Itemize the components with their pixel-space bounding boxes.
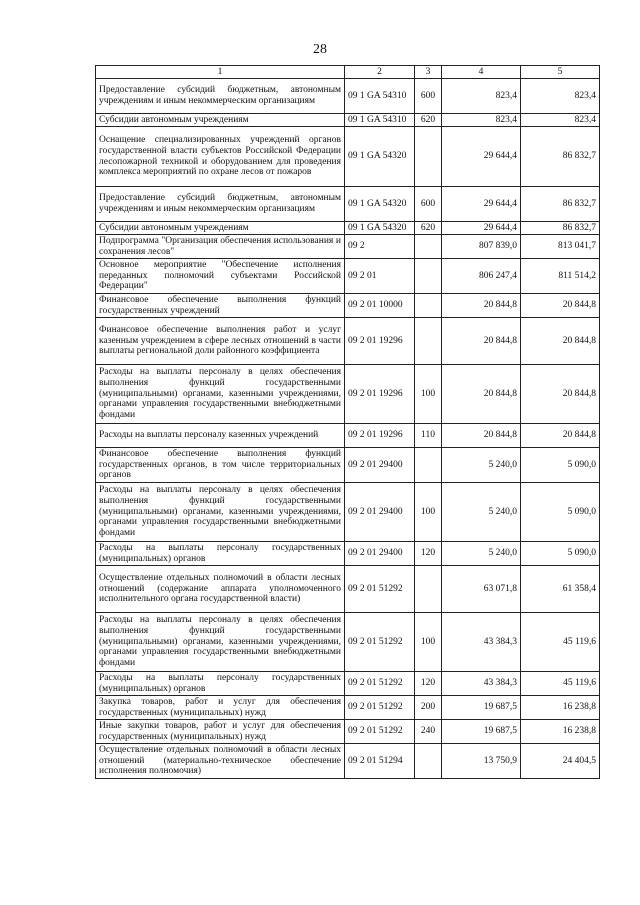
table-row (96, 672, 600, 696)
row-value-col4-cell: 29 644,4 (442, 222, 521, 235)
table-row (96, 448, 600, 483)
row-value-col5-cell: 823,4 (521, 114, 600, 127)
row-name-cell: Предоставление субсидий бюджетным, автономным учреждениям и иным некоммерческим организациям (96, 187, 345, 222)
table-body (96, 79, 600, 779)
row-type-cell (415, 318, 442, 365)
row-code-cell: 09 2 01 51292 (345, 613, 415, 672)
row-value-col4-cell: 20 844,8 (442, 294, 521, 318)
table-row (96, 79, 600, 114)
row-code-cell: 09 2 01 29400 (345, 542, 415, 566)
row-value-col4-cell: 5 240,0 (442, 483, 521, 542)
row-code-cell: 09 2 01 19296 (345, 318, 415, 365)
row-type-cell (415, 744, 442, 779)
row-value-col5-cell: 86 832,7 (521, 222, 600, 235)
row-name-cell: Расходы на выплаты персоналу в целях обеспечения выполнения функций государственными (муниципальными) органами, казенными учреждениями, органами управления государственными внебюджетными фондами (96, 483, 345, 542)
row-name-cell: Расходы на выплаты персоналу казенных учреждений (96, 424, 345, 448)
page-number: 28 (313, 42, 327, 57)
row-name-cell: Расходы на выплаты персоналу в целях обеспечения выполнения функций государственными (муниципальными) органами, казенными учреждениями, органами управления государственными внебюджетными фондами (96, 365, 345, 424)
row-type-cell (415, 294, 442, 318)
row-code-cell: 09 1 GA 54320 (345, 187, 415, 222)
row-name-cell: Основное мероприятие "Обеспечение исполнения переданных полномочий субъектами Российской Федерации" (96, 259, 345, 294)
row-type-cell: 100 (415, 613, 442, 672)
row-type-cell: 620 (415, 222, 442, 235)
row-type-cell: 110 (415, 424, 442, 448)
row-code-cell: 09 2 01 (345, 259, 415, 294)
row-value-col5-cell: 24 404,5 (521, 744, 600, 779)
row-code-cell: 09 2 01 19296 (345, 424, 415, 448)
row-code-cell: 09 1 GA 54310 (345, 114, 415, 127)
table-row (96, 187, 600, 222)
row-value-col4-cell: 807 839,0 (442, 235, 521, 259)
row-value-col5-cell: 20 844,8 (521, 294, 600, 318)
row-type-cell (415, 566, 442, 613)
row-value-col4-cell: 806 247,4 (442, 259, 521, 294)
row-value-col4-cell: 20 844,8 (442, 318, 521, 365)
row-type-cell (415, 127, 442, 187)
row-value-col5-cell: 20 844,8 (521, 318, 600, 365)
row-type-cell: 600 (415, 79, 442, 114)
row-code-cell: 09 2 01 51292 (345, 720, 415, 744)
row-name-cell: Субсидии автономным учреждениям (96, 114, 345, 127)
row-code-cell: 09 2 01 51292 (345, 566, 415, 613)
row-code-cell: 09 1 GA 54310 (345, 79, 415, 114)
row-code-cell: 09 2 01 51292 (345, 672, 415, 696)
row-type-cell: 620 (415, 114, 442, 127)
row-value-col4-cell: 63 071,8 (442, 566, 521, 613)
row-type-cell (415, 448, 442, 483)
table-row (96, 127, 600, 187)
row-code-cell: 09 2 01 51294 (345, 744, 415, 779)
row-value-col5-cell: 20 844,8 (521, 424, 600, 448)
row-value-col5-cell: 5 090,0 (521, 542, 600, 566)
row-type-cell: 120 (415, 542, 442, 566)
header-row (96, 66, 600, 79)
row-type-cell: 600 (415, 187, 442, 222)
row-value-col5-cell: 16 238,8 (521, 696, 600, 720)
table-row (96, 235, 600, 259)
table-row (96, 365, 600, 424)
row-value-col5-cell: 813 041,7 (521, 235, 600, 259)
row-code-cell: 09 2 01 10000 (345, 294, 415, 318)
row-value-col5-cell: 823,4 (521, 79, 600, 114)
row-type-cell: 120 (415, 672, 442, 696)
table-row (96, 222, 600, 235)
row-value-col5-cell: 811 514,2 (521, 259, 600, 294)
row-value-col5-cell: 61 358,4 (521, 566, 600, 613)
row-code-cell: 09 2 01 19296 (345, 365, 415, 424)
row-type-cell (415, 235, 442, 259)
row-value-col4-cell: 5 240,0 (442, 542, 521, 566)
table-row (96, 483, 600, 542)
header-cell: 5 (521, 66, 600, 79)
row-name-cell: Финансовое обеспечение выполнения работ и услуг казенным учреждением в сфере лесных отношений в части выплаты региональной доли районного коэффициента (96, 318, 345, 365)
table-row (96, 318, 600, 365)
row-code-cell: 09 2 01 29400 (345, 483, 415, 542)
budget-table (95, 65, 600, 779)
table-row (96, 542, 600, 566)
row-name-cell: Закупка товаров, работ и услуг для обеспечения государственных (муниципальных) нужд (96, 696, 345, 720)
row-value-col5-cell: 5 090,0 (521, 448, 600, 483)
row-value-col5-cell: 86 832,7 (521, 187, 600, 222)
row-value-col4-cell: 43 384,3 (442, 672, 521, 696)
row-name-cell: Иные закупки товаров, работ и услуг для обеспечения государственных (муниципальных) нужд (96, 720, 345, 744)
row-type-cell (415, 259, 442, 294)
table-row (96, 744, 600, 779)
row-code-cell: 09 2 01 29400 (345, 448, 415, 483)
row-type-cell: 200 (415, 696, 442, 720)
row-value-col4-cell: 29 644,4 (442, 127, 521, 187)
row-value-col4-cell: 20 844,8 (442, 424, 521, 448)
row-type-cell: 240 (415, 720, 442, 744)
row-name-cell: Осуществление отдельных полномочий в области лесных отношений (содержание аппарата уполномоченного исполнительного органа государственной власти) (96, 566, 345, 613)
row-value-col4-cell: 5 240,0 (442, 448, 521, 483)
row-code-cell: 09 1 GA 54320 (345, 222, 415, 235)
row-type-cell: 100 (415, 365, 442, 424)
table-row (96, 566, 600, 613)
row-value-col5-cell: 16 238,8 (521, 720, 600, 744)
row-name-cell: Оснащение специализированных учреждений органов государственной власти субъектов Российской Федерации лесопожарной техникой и оборудованием для проведения комплекса мероприятий по охране лесов от пожаров (96, 127, 345, 187)
row-name-cell: Расходы на выплаты персоналу в целях обеспечения выполнения функций государственными (муниципальными) органами, казенными учреждениями, органами управления государственными внебюджетными фондами (96, 613, 345, 672)
table-row (96, 259, 600, 294)
table-row (96, 114, 600, 127)
row-value-col4-cell: 823,4 (442, 114, 521, 127)
header-cell: 4 (442, 66, 521, 79)
row-value-col5-cell: 20 844,8 (521, 365, 600, 424)
row-name-cell: Субсидии автономным учреждениям (96, 222, 345, 235)
row-value-col4-cell: 29 644,4 (442, 187, 521, 222)
row-type-cell: 100 (415, 483, 442, 542)
row-value-col4-cell: 20 844,8 (442, 365, 521, 424)
header-cell: 2 (345, 66, 415, 79)
table-row (96, 720, 600, 744)
row-name-cell: Предоставление субсидий бюджетным, автономным учреждениям и иным некоммерческим организациям (96, 79, 345, 114)
row-value-col5-cell: 86 832,7 (521, 127, 600, 187)
row-code-cell: 09 2 (345, 235, 415, 259)
row-value-col4-cell: 13 750,9 (442, 744, 521, 779)
row-name-cell: Расходы на выплаты персоналу государственных (муниципальных) органов (96, 542, 345, 566)
row-value-col4-cell: 19 687,5 (442, 696, 521, 720)
header-cell: 1 (96, 66, 345, 79)
row-value-col4-cell: 43 384,3 (442, 613, 521, 672)
row-code-cell: 09 2 01 51292 (345, 696, 415, 720)
row-name-cell: Осуществление отдельных полномочий в области лесных отношений (материально-техническое обеспечение исполнения полномочия) (96, 744, 345, 779)
row-name-cell: Расходы на выплаты персоналу государственных (муниципальных) органов (96, 672, 345, 696)
row-value-col4-cell: 19 687,5 (442, 720, 521, 744)
row-value-col5-cell: 5 090,0 (521, 483, 600, 542)
row-name-cell: Подпрограмма "Организация обеспечения использования и сохранения лесов" (96, 235, 345, 259)
row-value-col5-cell: 45 119,6 (521, 672, 600, 696)
table-row (96, 613, 600, 672)
table-row (96, 696, 600, 720)
row-value-col5-cell: 45 119,6 (521, 613, 600, 672)
row-name-cell: Финансовое обеспечение выполнения функций государственных органов, в том числе территориальных органов (96, 448, 345, 483)
header-cell: 3 (415, 66, 442, 79)
table-row (96, 294, 600, 318)
row-name-cell: Финансовое обеспечение выполнения функций государственных учреждений (96, 294, 345, 318)
row-code-cell: 09 1 GA 54320 (345, 127, 415, 187)
row-value-col4-cell: 823,4 (442, 79, 521, 114)
table-row (96, 424, 600, 448)
